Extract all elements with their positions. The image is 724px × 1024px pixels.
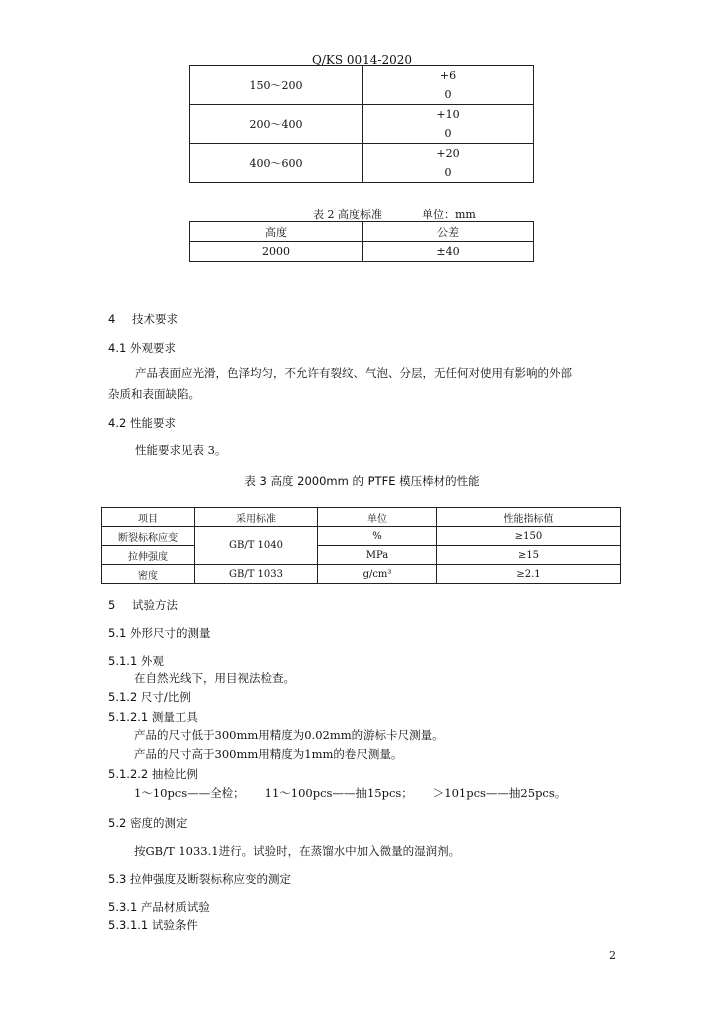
table-cell: 150～200 bbox=[190, 66, 363, 105]
table-cell bbox=[363, 105, 534, 144]
table-cell: MPa bbox=[318, 546, 437, 565]
section-5-3-1-1-heading: 5.3.1.1 试验条件 bbox=[108, 918, 198, 932]
table-header: 公差 bbox=[363, 222, 534, 242]
page-number: 2 bbox=[609, 949, 616, 962]
table-header-row bbox=[102, 508, 621, 527]
table-row bbox=[102, 527, 621, 546]
section-5-1-2-1-heading: 5.1.2.1 测量工具 bbox=[108, 710, 198, 724]
section-5-1-2-heading: 5.1.2 尺寸/比例 bbox=[108, 690, 191, 704]
sampling-item: 11～100pcs——抽15pcs； bbox=[264, 786, 413, 800]
table-cell bbox=[363, 144, 534, 183]
table-header: 项目 bbox=[102, 508, 195, 527]
table-cell: g/cm³ bbox=[318, 565, 437, 584]
section-5-3-1-heading: 5.3.1 产品材质试验 bbox=[108, 900, 210, 914]
tolerance-upper: +20 bbox=[436, 147, 460, 160]
section-5-1-2-1-text: 产品的尺寸高于300mm用精度为1mm的卷尺测量。 bbox=[134, 747, 403, 761]
table-cell: % bbox=[318, 527, 437, 546]
section-4-1-heading: 4.1 外观要求 bbox=[108, 341, 176, 355]
tolerance-upper: +10 bbox=[436, 108, 460, 121]
section-number: 5 bbox=[108, 598, 116, 612]
paragraph-line: 杂质和表面缺陷。 bbox=[108, 387, 200, 401]
tolerance-lower: 0 bbox=[444, 166, 452, 179]
section-number: 4 bbox=[108, 312, 116, 326]
table-cell: 密度 bbox=[102, 565, 195, 584]
sampling-item: ＞101pcs——抽25pcs。 bbox=[432, 786, 567, 800]
section-5-1-1-heading: 5.1.1 外观 bbox=[108, 654, 164, 668]
section-5-3-heading: 5.3 拉伸强度及断裂标称应变的测定 bbox=[108, 872, 291, 886]
height-table bbox=[189, 221, 534, 262]
document-code: Q/KS 0014-2020 bbox=[311, 53, 412, 67]
table-cell: ≥15 bbox=[437, 546, 621, 565]
section-5-1-2-2-heading: 5.1.2.2 抽检比例 bbox=[108, 767, 198, 781]
table-header: 采用标准 bbox=[195, 508, 318, 527]
section-5-2-text: 按GB/T 1033.1进行。试验时，在蒸馏水中加入微量的湿润剂。 bbox=[134, 844, 461, 858]
tolerance-lower: 0 bbox=[444, 88, 452, 101]
tolerance-lower: 0 bbox=[444, 127, 452, 140]
table-cell: 断裂标称应变 bbox=[102, 527, 195, 546]
sampling-item: 1～10pcs——全检； bbox=[134, 786, 245, 800]
section-5-1-heading: 5.1 外形尺寸的测量 bbox=[108, 626, 211, 640]
table-cell bbox=[363, 66, 534, 105]
section-4-2-paragraph: 性能要求见表 3。 bbox=[135, 443, 227, 457]
table-cell: ±40 bbox=[363, 242, 534, 262]
table-header: 性能指标值 bbox=[437, 508, 621, 527]
table2-unit: 单位：mm bbox=[422, 208, 476, 221]
table-cell: 2000 bbox=[190, 242, 363, 262]
table-row bbox=[102, 546, 621, 565]
section-title: 试验方法 bbox=[132, 598, 178, 612]
tolerance-table bbox=[189, 65, 534, 183]
table-header: 单位 bbox=[318, 508, 437, 527]
table3-caption: 表 3 高度 2000mm 的 PTFE 模压棒材的性能 bbox=[244, 474, 480, 488]
table-cell: 200～400 bbox=[190, 105, 363, 144]
section-5-heading bbox=[108, 597, 178, 613]
paragraph-line: 产品表面应光滑，色泽均匀，不允许有裂纹、气泡、分层，无任何对使用有影响的外部 bbox=[135, 366, 572, 380]
section-5-1-1-text: 在自然光线下，用目视法检查。 bbox=[134, 671, 295, 685]
table-cell: GB/T 1033 bbox=[195, 565, 318, 584]
sampling-ratio-line bbox=[134, 785, 566, 801]
section-5-1-2-1-text: 产品的尺寸低于300mm用精度为0.02mm的游标卡尺测量。 bbox=[134, 728, 444, 742]
table2-title: 表 2 高度标准 bbox=[313, 208, 382, 221]
table-header: 高度 bbox=[190, 222, 363, 242]
section-4-1-paragraph bbox=[108, 363, 618, 405]
section-title: 技术要求 bbox=[132, 312, 178, 326]
table-row bbox=[190, 242, 534, 262]
section-4-2-heading: 4.2 性能要求 bbox=[108, 416, 176, 430]
table-row bbox=[190, 144, 534, 183]
table-cell: ≥2.1 bbox=[437, 565, 621, 584]
section-5-2-heading: 5.2 密度的测定 bbox=[108, 816, 188, 830]
tolerance-upper: +6 bbox=[439, 69, 457, 82]
table-row bbox=[102, 565, 621, 584]
table-header-row bbox=[190, 222, 534, 242]
table-cell: 400～600 bbox=[190, 144, 363, 183]
table-cell: 拉伸强度 bbox=[102, 546, 195, 565]
section-4-heading bbox=[108, 311, 178, 327]
table-cell: GB/T 1040 bbox=[195, 527, 318, 565]
table-row bbox=[190, 66, 534, 105]
table2-caption bbox=[313, 206, 476, 222]
table-cell: ≥150 bbox=[437, 527, 621, 546]
table-row bbox=[190, 105, 534, 144]
performance-table bbox=[101, 507, 621, 584]
